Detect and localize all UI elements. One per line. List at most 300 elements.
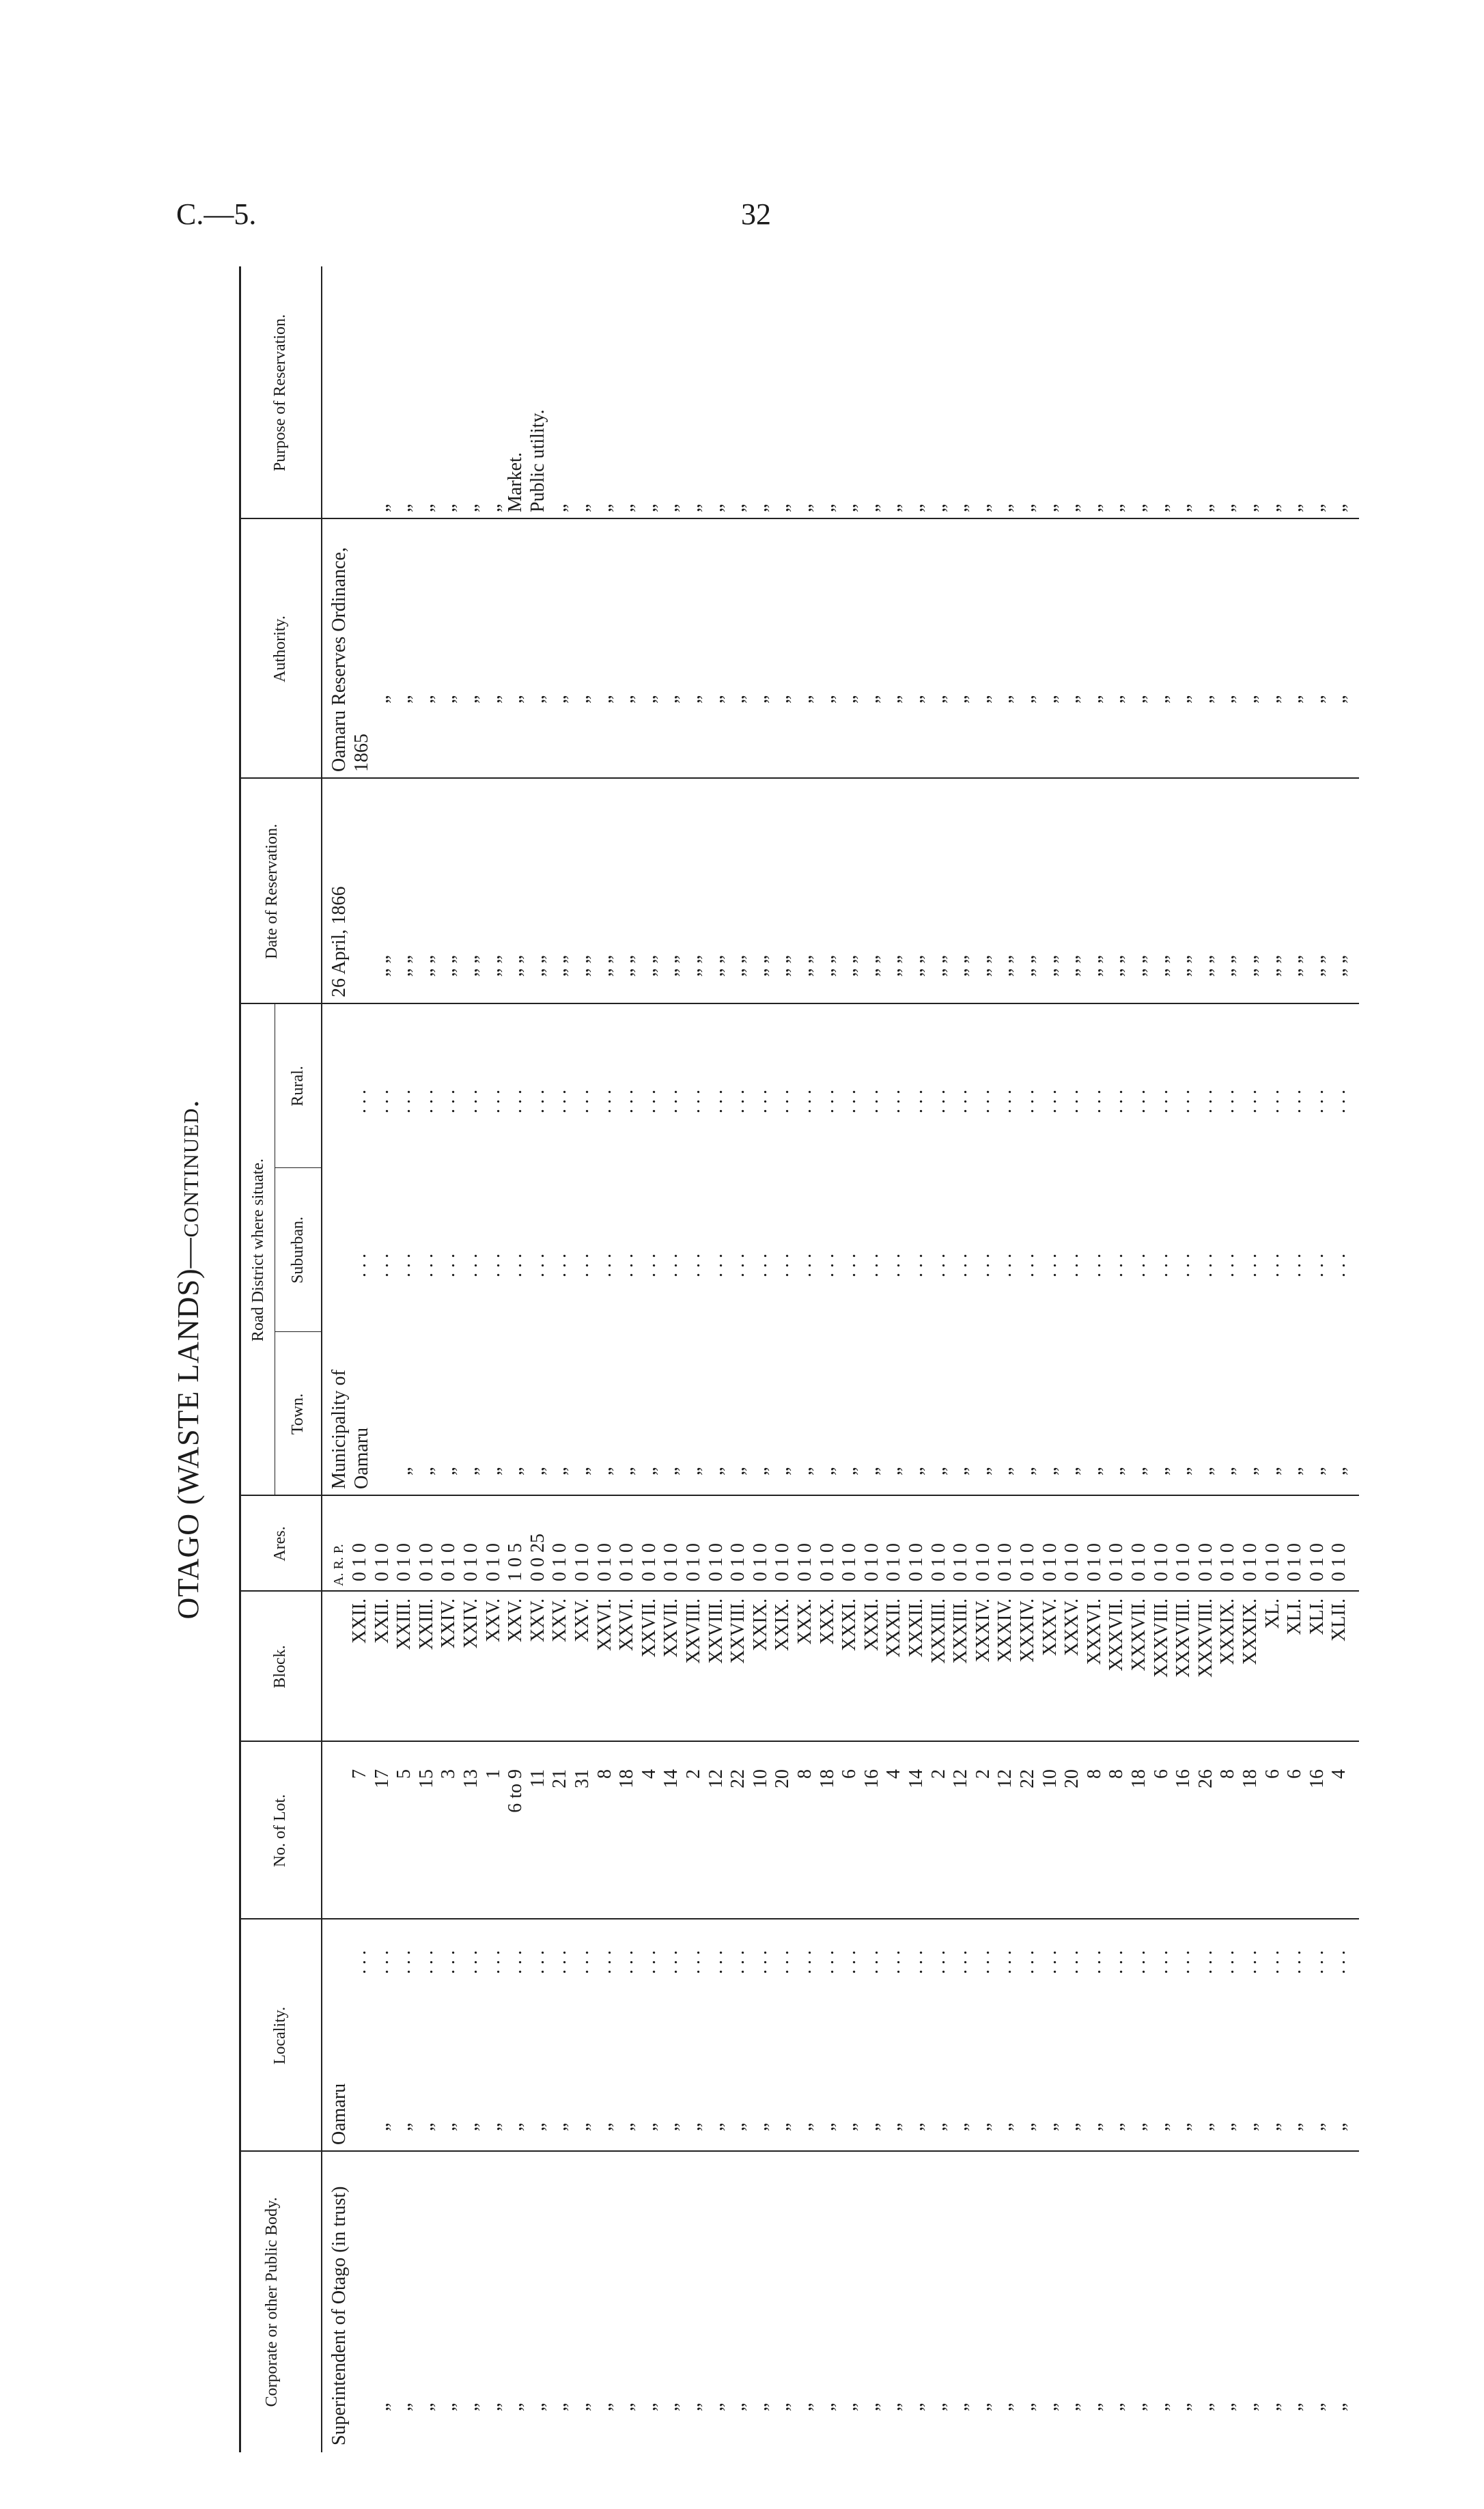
town-ditto: „ <box>415 1467 437 1475</box>
area-value: 0 1 0 <box>438 1543 460 1581</box>
block-number: XXXVIII. <box>1194 1598 1216 1678</box>
date-ditto: „ „ <box>816 955 838 977</box>
locality-ditto: „ <box>572 2122 593 2131</box>
locality-leader: . . . <box>1061 1950 1083 1974</box>
locality-leader: . . . <box>683 1950 704 1974</box>
suburban-leader: . . . <box>816 1253 838 1277</box>
authority-ditto: „ <box>593 695 615 704</box>
town-ditto: „ <box>994 1467 1016 1475</box>
rural-leader: . . . <box>638 1090 660 1113</box>
authority-ditto: „ <box>1328 695 1350 704</box>
date-value: 26 April, 1866 <box>328 886 350 997</box>
rural-leader: . . . <box>660 1090 682 1113</box>
locality-ditto: „ <box>505 2122 527 2131</box>
body-ditto: „ <box>1217 2402 1239 2411</box>
rural-leader: . . . <box>1083 1090 1105 1113</box>
locality-ditto: „ <box>1217 2122 1239 2131</box>
block-number: XXXII. <box>883 1598 905 1658</box>
area-value: 0 1 0 <box>727 1543 749 1581</box>
lot-number: 8 <box>1083 1769 1105 1779</box>
authority-ditto: „ <box>1017 695 1038 704</box>
lot-number: 21 <box>549 1769 571 1788</box>
locality-leader: . . . <box>549 1950 571 1974</box>
authority-ditto: „ <box>1194 695 1216 704</box>
locality-leader: . . . <box>1128 1950 1149 1974</box>
locality-leader: . . . <box>1106 1950 1128 1974</box>
body-ditto: „ <box>839 2402 860 2411</box>
block-number: XL. <box>1261 1598 1283 1629</box>
rural-leader: . . . <box>1240 1090 1261 1113</box>
block-number: XXX. <box>816 1598 838 1645</box>
block-number: XXV. <box>549 1598 571 1643</box>
area-value: 0 0 25 <box>527 1534 548 1581</box>
body-ditto: „ <box>927 2402 949 2411</box>
area-value: 0 1 0 <box>1306 1543 1328 1581</box>
locality-ditto: „ <box>415 2122 437 2131</box>
rule-col-3 <box>239 1741 1359 1742</box>
body-ditto: „ <box>393 2402 415 2411</box>
lot-number: 14 <box>906 1769 927 1788</box>
date-ditto: „ „ <box>927 955 949 977</box>
block-number: XLI. <box>1306 1598 1328 1635</box>
date-ditto: „ „ <box>883 955 905 977</box>
body-ditto: „ <box>772 2402 794 2411</box>
date-ditto: „ „ <box>994 955 1016 977</box>
area-value: 0 1 0 <box>772 1543 794 1581</box>
date-ditto: „ „ <box>549 955 571 977</box>
town-ditto: „ <box>549 1467 571 1475</box>
block-number: XXXII. <box>906 1598 927 1658</box>
locality-leader: . . . <box>1240 1950 1261 1974</box>
lot-number: 11 <box>527 1769 548 1788</box>
suburban-leader: . . . <box>883 1253 905 1277</box>
date-ditto: „ „ <box>1039 955 1061 977</box>
town-ditto: „ <box>794 1467 815 1475</box>
locality-leader: . . . <box>393 1950 415 1974</box>
lot-number: 2 <box>972 1769 994 1779</box>
block-number: XXXV. <box>1061 1598 1083 1657</box>
town-ditto: „ <box>1217 1467 1239 1475</box>
locality-ditto: „ <box>1173 2122 1194 2131</box>
purpose-value: „ <box>927 503 949 512</box>
suburban-leader: . . . <box>839 1253 860 1277</box>
date-ditto: „ „ <box>1083 955 1105 977</box>
lot-number: 18 <box>1240 1769 1261 1788</box>
town-ditto: „ <box>816 1467 838 1475</box>
locality-leader: . . . <box>994 1950 1016 1974</box>
area-value: 0 1 0 <box>638 1543 660 1581</box>
rural-leader: . . . <box>994 1090 1016 1113</box>
block-number: XXVII. <box>638 1598 660 1658</box>
town-ditto: „ <box>482 1467 504 1475</box>
authority-ditto: „ <box>1128 695 1149 704</box>
town-ditto: „ <box>727 1467 749 1475</box>
rule-col-2 <box>239 1918 1359 1919</box>
purpose-value: „ <box>1150 503 1172 512</box>
header-body: Corporate or other Public Body. <box>263 2197 281 2407</box>
block-number: XXXI. <box>860 1598 882 1651</box>
body-ditto: „ <box>371 2402 393 2411</box>
locality-leader: . . . <box>415 1950 437 1974</box>
lot-number: 18 <box>616 1769 638 1788</box>
block-number: XLI. <box>1284 1598 1306 1635</box>
area-value: 0 1 0 <box>1217 1543 1239 1581</box>
locality-ditto: „ <box>705 2122 727 2131</box>
authority-ditto: „ <box>727 695 749 704</box>
suburban-leader: . . . <box>415 1253 437 1277</box>
locality-leader: . . . <box>705 1950 727 1974</box>
rural-leader: . . . <box>616 1090 638 1113</box>
page-number: 32 <box>741 197 771 231</box>
locality-ditto: „ <box>1261 2122 1283 2131</box>
authority-ditto: „ <box>482 695 504 704</box>
rotated-table <box>171 266 1386 2452</box>
locality-ditto: „ <box>482 2122 504 2131</box>
rural-leader: . . . <box>1061 1090 1083 1113</box>
locality-ditto: „ <box>1240 2122 1261 2131</box>
rural-leader: . . . <box>549 1090 571 1113</box>
lot-number: 16 <box>1306 1769 1328 1788</box>
locality-leader: . . . <box>972 1950 994 1974</box>
locality-leader: . . . <box>772 1950 794 1974</box>
area-value: 0 1 0 <box>460 1543 481 1581</box>
area-value: 0 1 0 <box>1194 1543 1216 1581</box>
authority-ditto: „ <box>527 695 548 704</box>
purpose-value: „ <box>1039 503 1061 512</box>
authority-ditto: „ <box>638 695 660 704</box>
date-ditto: „ „ <box>527 955 548 977</box>
body-ditto: „ <box>1240 2402 1261 2411</box>
locality-leader: . . . <box>749 1950 771 1974</box>
town-ditto: „ <box>660 1467 682 1475</box>
suburban-leader: . . . <box>1261 1253 1283 1277</box>
rule-top <box>239 266 241 2452</box>
suburban-leader: . . . <box>906 1253 927 1277</box>
lot-number: 4 <box>1328 1769 1350 1779</box>
body-ditto: „ <box>1173 2402 1194 2411</box>
purpose-value: „ <box>994 503 1016 512</box>
locality-name: Oamaru <box>328 2083 350 2145</box>
body-ditto: „ <box>415 2402 437 2411</box>
body-ditto: „ <box>572 2402 593 2411</box>
locality-leader: . . . <box>883 1950 905 1974</box>
lot-number: 20 <box>1061 1769 1083 1788</box>
purpose-value: „ <box>839 503 860 512</box>
suburban-leader: . . . <box>527 1253 548 1277</box>
rural-leader: . . . <box>1039 1090 1061 1113</box>
purpose-value: „ <box>1284 503 1306 512</box>
date-ditto: „ „ <box>1284 955 1306 977</box>
date-ditto: „ „ <box>660 955 682 977</box>
authority-ditto: „ <box>1261 695 1283 704</box>
locality-leader: . . . <box>505 1950 527 1974</box>
locality-leader: . . . <box>906 1950 927 1974</box>
purpose-value: „ <box>1240 503 1261 512</box>
rural-leader: . . . <box>794 1090 815 1113</box>
town-ditto: „ <box>1039 1467 1061 1475</box>
block-number: XXXVII. <box>1128 1598 1149 1672</box>
area-value: 0 1 0 <box>1261 1543 1283 1581</box>
rural-leader: . . . <box>393 1090 415 1113</box>
body-ditto: „ <box>527 2402 548 2411</box>
lot-number: 12 <box>705 1769 727 1788</box>
block-number: XXIV. <box>460 1598 481 1649</box>
rural-leader: . . . <box>972 1090 994 1113</box>
lot-number: 14 <box>660 1769 682 1788</box>
town-ditto: „ <box>1240 1467 1261 1475</box>
date-ditto: „ „ <box>438 955 460 977</box>
lot-number: 8 <box>1217 1769 1239 1779</box>
suburban-leader: . . . <box>1128 1253 1149 1277</box>
date-ditto: „ „ <box>393 955 415 977</box>
area-value: 0 1 0 <box>415 1543 437 1581</box>
authority-ditto: „ <box>371 695 393 704</box>
rural-leader: . . . <box>371 1090 393 1113</box>
locality-leader: . . . <box>839 1950 860 1974</box>
rural-leader: . . . <box>1173 1090 1194 1113</box>
suburban-leader: . . . <box>1217 1253 1239 1277</box>
body-ditto: „ <box>505 2402 527 2411</box>
header-authority: Authority. <box>271 615 289 682</box>
locality-leader: . . . <box>572 1950 593 1974</box>
block-number: XXXVIII. <box>1173 1598 1194 1678</box>
date-ditto: „ „ <box>371 955 393 977</box>
purpose-value: „ <box>438 503 460 512</box>
suburban-leader: . . . <box>1194 1253 1216 1277</box>
locality-leader: . . . <box>1083 1950 1105 1974</box>
locality-ditto: „ <box>950 2122 972 2131</box>
rural-leader: . . . <box>860 1090 882 1113</box>
body-ditto: „ <box>906 2402 927 2411</box>
area-value: 0 1 0 <box>1106 1543 1128 1581</box>
town-ditto: „ <box>460 1467 481 1475</box>
body-ditto: „ <box>705 2402 727 2411</box>
authority-ditto: „ <box>839 695 860 704</box>
town-ditto: „ <box>1017 1467 1038 1475</box>
lot-number: 6 <box>839 1769 860 1779</box>
locality-ditto: „ <box>1039 2122 1061 2131</box>
date-ditto: „ „ <box>1306 955 1328 977</box>
purpose-value: „ <box>1261 503 1283 512</box>
date-ditto: „ „ <box>972 955 994 977</box>
header-block: Block. <box>271 1645 289 1689</box>
locality-ditto: „ <box>438 2122 460 2131</box>
suburban-leader: . . . <box>727 1253 749 1277</box>
date-ditto: „ „ <box>1240 955 1261 977</box>
purpose-value: „ <box>616 503 638 512</box>
area-value: 0 1 0 <box>883 1543 905 1581</box>
body-ditto: „ <box>994 2402 1016 2411</box>
locality-ditto: „ <box>994 2122 1016 2131</box>
lot-number: 12 <box>950 1769 972 1788</box>
suburban-leader: . . . <box>638 1253 660 1277</box>
body-ditto: „ <box>1083 2402 1105 2411</box>
locality-leader: . . . <box>638 1950 660 1974</box>
locality-ditto: „ <box>683 2122 704 2131</box>
block-number: XXV. <box>505 1598 527 1643</box>
suburban-leader: . . . <box>972 1253 994 1277</box>
body-ditto: „ <box>1194 2402 1216 2411</box>
date-ditto: „ „ <box>1017 955 1038 977</box>
town-ditto: „ <box>616 1467 638 1475</box>
table-title: OTAGO (WASTE LANDS)—continued. <box>171 1099 205 1620</box>
suburban-leader: . . . <box>1150 1253 1172 1277</box>
locality-ditto: „ <box>660 2122 682 2131</box>
town-ditto: „ <box>1284 1467 1306 1475</box>
reserves-table <box>239 266 1359 2452</box>
authority-ditto: „ <box>950 695 972 704</box>
lot-number: 1 <box>482 1769 504 1779</box>
rule-col-4 <box>239 1590 1359 1592</box>
locality-leader: . . . <box>660 1950 682 1974</box>
body-ditto: „ <box>683 2402 704 2411</box>
purpose-value: „ <box>393 503 415 512</box>
block-number: XXX. <box>794 1598 815 1645</box>
suburban-leader: . . . <box>1328 1253 1350 1277</box>
locality-leader: . . . <box>794 1950 815 1974</box>
town-ditto: „ <box>593 1467 615 1475</box>
block-number: XXVIII. <box>683 1598 704 1664</box>
date-ditto: „ „ <box>505 955 527 977</box>
lot-number: 10 <box>1039 1769 1061 1788</box>
suburban-leader: . . . <box>749 1253 771 1277</box>
area-value: 0 1 0 <box>839 1543 860 1581</box>
block-number: XXII. <box>371 1598 393 1644</box>
suburban-leader: . . . <box>482 1253 504 1277</box>
authority-ditto: „ <box>438 695 460 704</box>
locality-leader: . . . <box>727 1950 749 1974</box>
purpose-value: Public utility. <box>527 409 548 512</box>
area-value: 0 1 0 <box>749 1543 771 1581</box>
block-number: XXIII. <box>393 1598 415 1650</box>
authority-ditto: „ <box>772 695 794 704</box>
authority-ditto: „ <box>906 695 927 704</box>
date-ditto: „ „ <box>1261 955 1283 977</box>
date-ditto: „ „ <box>683 955 704 977</box>
locality-ditto: „ <box>1061 2122 1083 2131</box>
date-ditto: „ „ <box>906 955 927 977</box>
block-number: XXV. <box>482 1598 504 1643</box>
suburban-leader: . . . <box>1039 1253 1061 1277</box>
body-ditto: „ <box>860 2402 882 2411</box>
town-ditto: „ <box>1128 1467 1149 1475</box>
rural-leader: . . . <box>482 1090 504 1113</box>
locality-ditto: „ <box>593 2122 615 2131</box>
body-ditto: „ <box>1017 2402 1038 2411</box>
area-value: 0 1 0 <box>816 1543 838 1581</box>
area-value: 0 1 0 <box>1240 1543 1261 1581</box>
body-ditto: „ <box>616 2402 638 2411</box>
purpose-value: „ <box>1194 503 1216 512</box>
lot-number: 18 <box>1128 1769 1149 1788</box>
body-ditto: „ <box>638 2402 660 2411</box>
town-name: Municipality of Oamaru <box>328 1370 372 1489</box>
body-ditto: „ <box>794 2402 815 2411</box>
suburban-leader: . . . <box>950 1253 972 1277</box>
authority-ditto: „ <box>1217 695 1239 704</box>
lot-number: 12 <box>994 1769 1016 1788</box>
rural-leader: . . . <box>816 1090 838 1113</box>
locality-ditto: „ <box>972 2122 994 2131</box>
town-ditto: „ <box>772 1467 794 1475</box>
authority-ditto: „ <box>927 695 949 704</box>
purpose-value: „ <box>460 503 481 512</box>
suburban-leader: . . . <box>772 1253 794 1277</box>
suburban-leader: . . . <box>683 1253 704 1277</box>
rural-leader: . . . <box>1194 1090 1216 1113</box>
date-ditto: „ „ <box>860 955 882 977</box>
locality-ditto: „ <box>816 2122 838 2131</box>
rural-leader: . . . <box>1128 1090 1149 1113</box>
body-ditto: „ <box>1061 2402 1083 2411</box>
purpose-value: „ <box>371 503 393 512</box>
town-ditto: „ <box>972 1467 994 1475</box>
area-value: 0 1 0 <box>972 1543 994 1581</box>
locality-ditto: „ <box>1017 2122 1038 2131</box>
locality-ditto: „ <box>1306 2122 1328 2131</box>
locality-leader: . . . <box>927 1950 949 1974</box>
rural-leader: . . . <box>883 1090 905 1113</box>
locality-leader: . . . <box>482 1950 504 1974</box>
rural-leader: . . . <box>1306 1090 1328 1113</box>
date-ditto: „ „ <box>572 955 593 977</box>
purpose-value: „ <box>593 503 615 512</box>
body-ditto: „ <box>1106 2402 1128 2411</box>
authority-ditto: „ <box>749 695 771 704</box>
area-value: 0 1 0 <box>349 1543 370 1581</box>
date-ditto: „ „ <box>839 955 860 977</box>
authority-ditto: „ <box>393 695 415 704</box>
locality-leader: . . . <box>349 1950 370 1974</box>
suburban-leader: . . . <box>994 1253 1016 1277</box>
body-ditto: „ <box>1284 2402 1306 2411</box>
locality-ditto: „ <box>1328 2122 1350 2131</box>
locality-leader: . . . <box>860 1950 882 1974</box>
area-value: 1 0 5 <box>505 1543 527 1581</box>
locality-ditto: „ <box>839 2122 860 2131</box>
locality-ditto: „ <box>794 2122 815 2131</box>
date-ditto: „ „ <box>1173 955 1194 977</box>
block-number: XXXIV. <box>972 1598 994 1663</box>
body-ditto: „ <box>549 2402 571 2411</box>
purpose-value: „ <box>794 503 815 512</box>
purpose-value: „ <box>1173 503 1194 512</box>
purpose-value: „ <box>1328 503 1350 512</box>
rule-col-5 <box>239 1495 1359 1496</box>
purpose-value: „ <box>683 503 704 512</box>
town-ditto: „ <box>1150 1467 1172 1475</box>
block-number: XXV. <box>572 1598 593 1643</box>
block-number: XXVI. <box>616 1598 638 1651</box>
locality-ditto: „ <box>927 2122 949 2131</box>
locality-leader: . . . <box>460 1950 481 1974</box>
locality-leader: . . . <box>816 1950 838 1974</box>
suburban-leader: . . . <box>1083 1253 1105 1277</box>
block-number: XXIV. <box>438 1598 460 1649</box>
town-ditto: „ <box>1106 1467 1128 1475</box>
purpose-value: „ <box>415 503 437 512</box>
area-value: 0 1 0 <box>616 1543 638 1581</box>
suburban-leader: . . . <box>1017 1253 1038 1277</box>
authority-ditto: „ <box>1083 695 1105 704</box>
area-value: 0 1 0 <box>1017 1543 1038 1581</box>
locality-leader: . . . <box>616 1950 638 1974</box>
locality-ditto: „ <box>860 2122 882 2131</box>
town-ditto: „ <box>1328 1467 1350 1475</box>
authority-value: Oamaru Reserves Ordinance, 1865 <box>328 547 372 772</box>
body-ditto: „ <box>727 2402 749 2411</box>
rural-leader: . . . <box>839 1090 860 1113</box>
